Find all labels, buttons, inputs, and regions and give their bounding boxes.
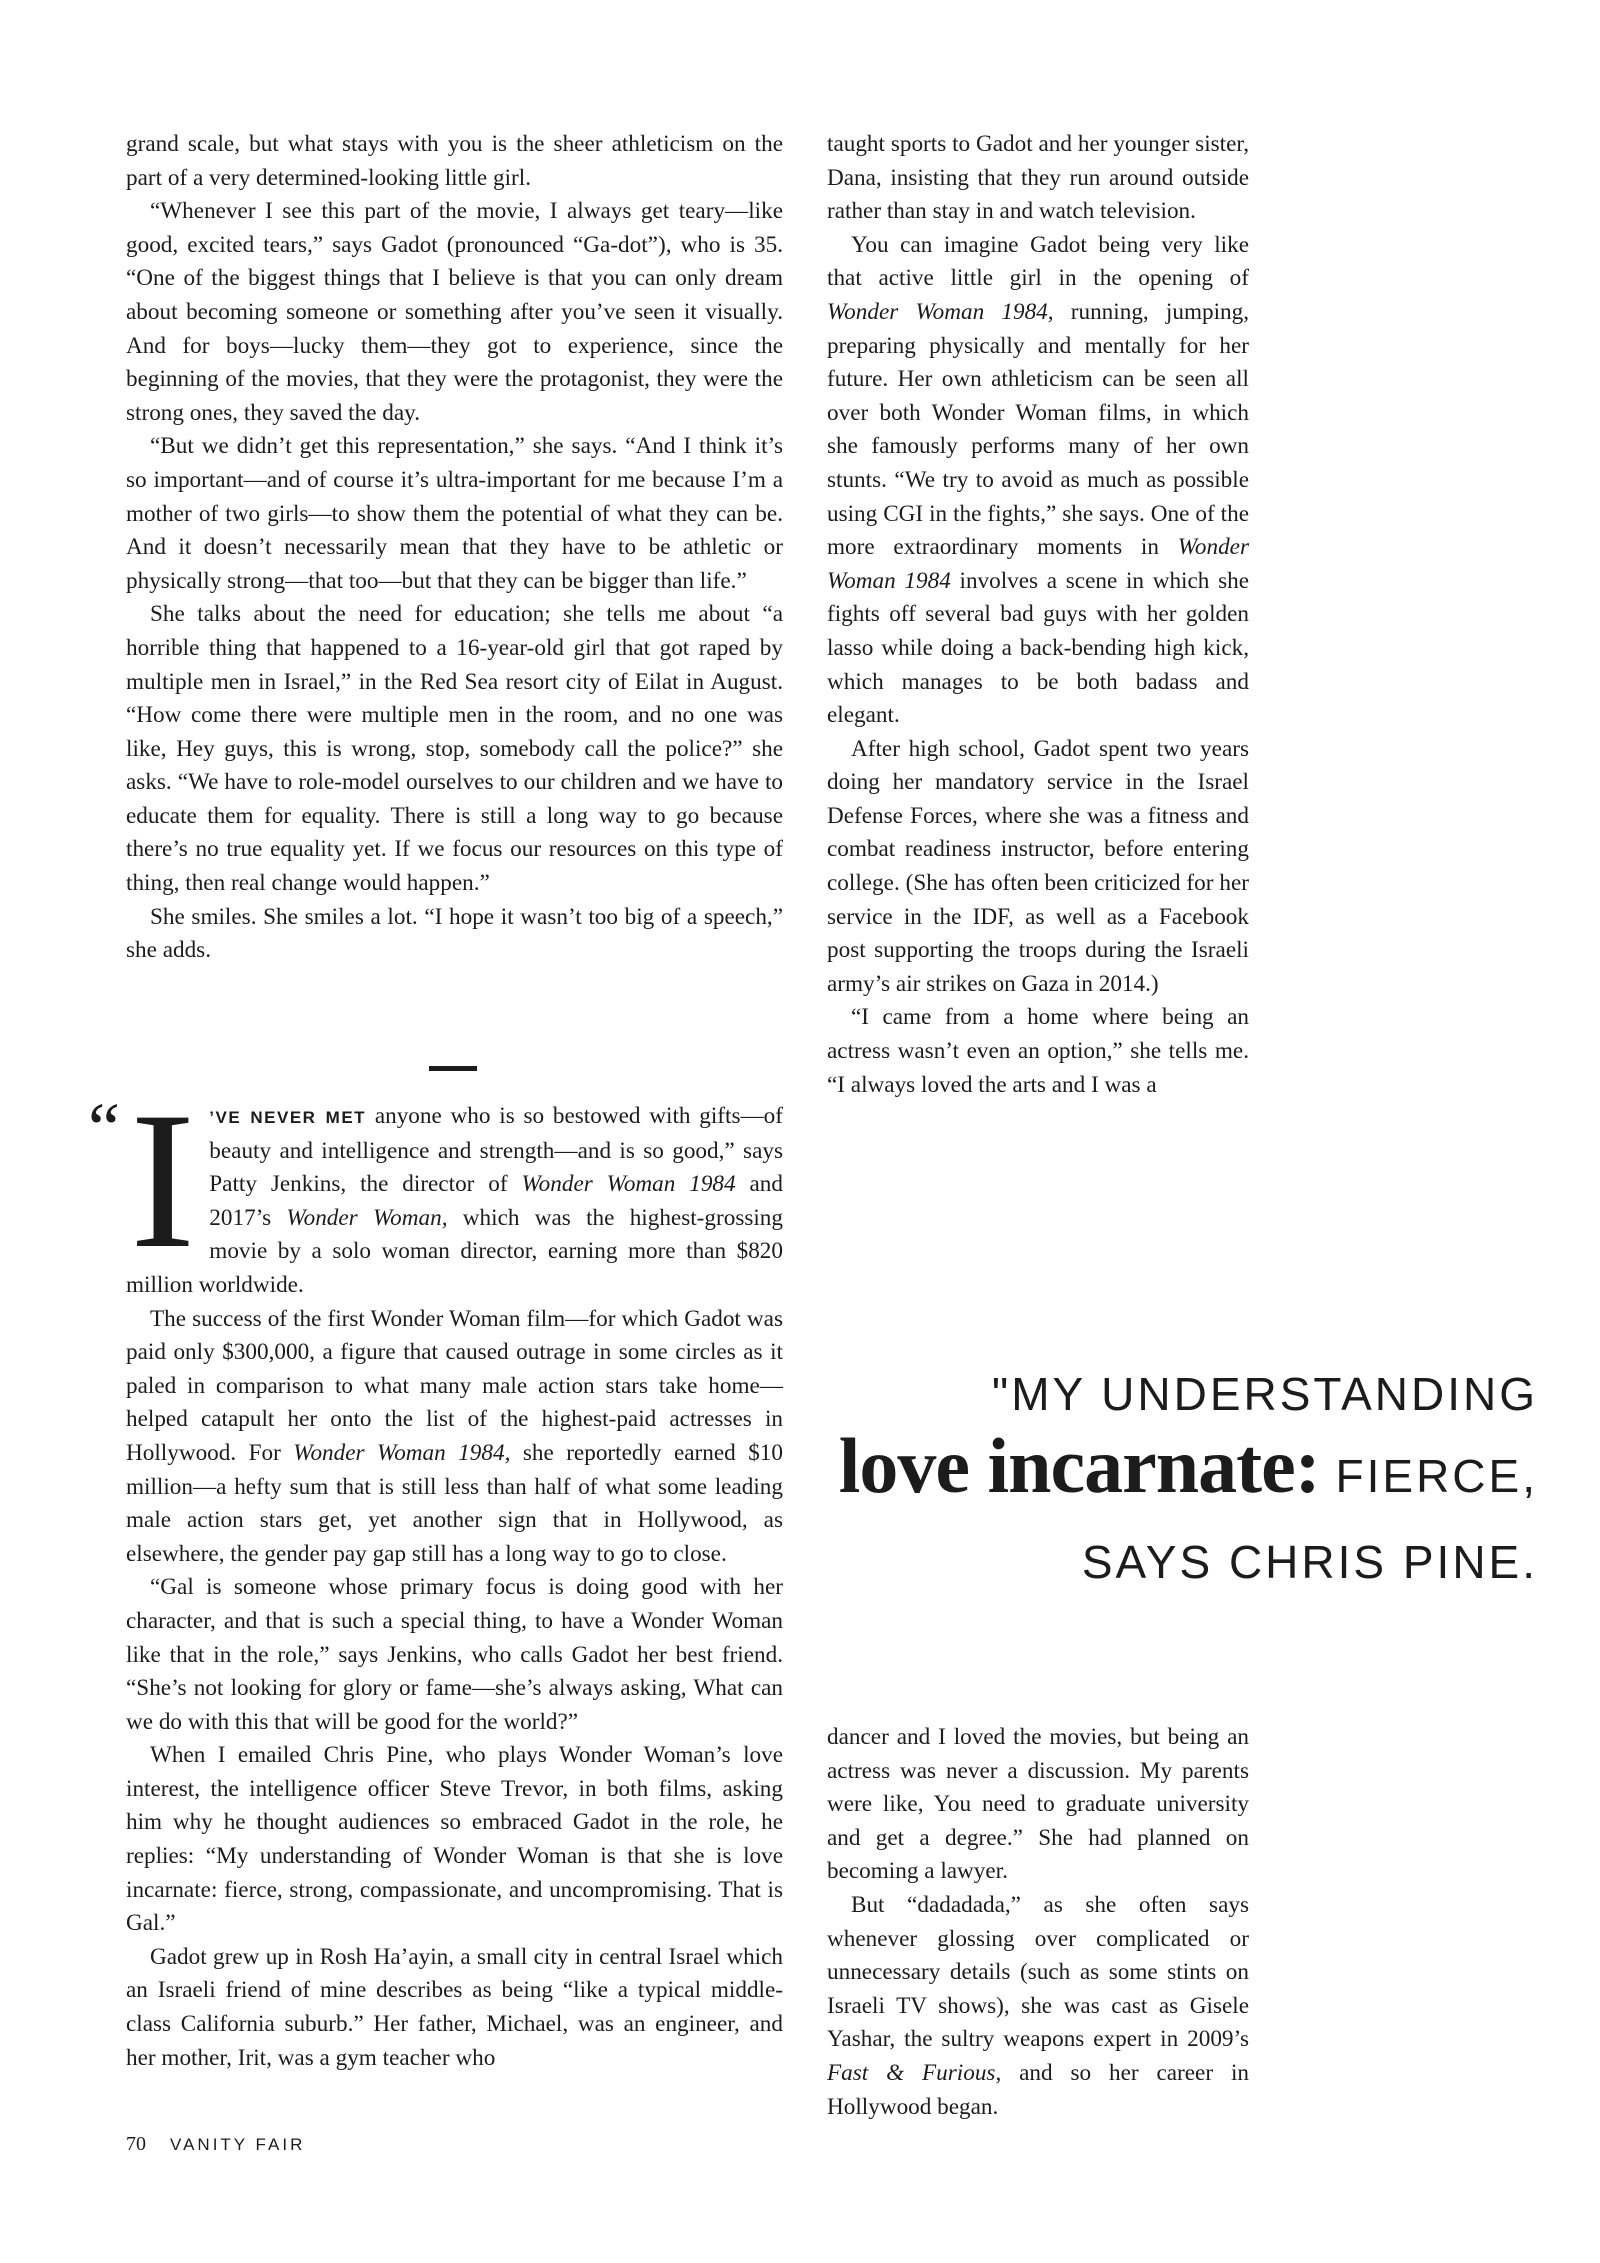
paragraph: “I came from a home where being an actress wasn’t even an option,” she tells me. “I always loved the arts and I was a bbox=[827, 1004, 1249, 1098]
text-run: You can imagine Gadot being very like that active little girl in the opening of bbox=[827, 231, 1249, 292]
text-run: But “dadadada,” as she often says whenever glossing over complicated or unnecessary details (such as some stints on Israeli TV shows), she was cast as Gisele Yashar, the sultry weapons expert in 2009’s bbox=[827, 1891, 1249, 2053]
text-run: she reportedly earned $10 million—a hefty sum that is still less than half of what some leading male action stars get, yet another sign that in Hollywood, as elsewhere, the gender pay gap still has a long way to go to close. bbox=[126, 1439, 783, 1567]
paragraph: She talks about the need for education; she tells me about “a horrible thing that happened to a 16-year-old girl that got raped by multiple men in Israel,” in the Red Sea resort city of Eilat in August. “How come there were multiple men in the room, and no one was like, Hey guys, this is wrong, stop, somebody call the police?” she asks. “We have to role-model ourselves to our children and we have to educate them for equality. There is still a long way to go because there’s no true equality yet. If we focus our resources on this type of thing, then real change would happen.” bbox=[126, 601, 783, 897]
page-footer bbox=[126, 2133, 305, 2156]
section-two bbox=[88, 1072, 783, 2075]
text-run: running, jumping, preparing physically and mentally for her future. Her own athleticism can be seen all over both Wonder Woman films, in which she famously performs many of her own stunts. “We try to avoid as much as possible using CGI in the fights,” she says. One of the more extraordinary moments in bbox=[827, 298, 1249, 561]
paragraph: Gadot grew up in Rosh Ha’ayin, a small city in central Israel which an Israeli friend of mine describes as being “like a typical middle-class California suburb.” Her father, Michael, was an engineer, and her mother, Irit, was a gym teacher who bbox=[126, 1943, 783, 2071]
pull-quote-line: "MY UNDERSTANDING bbox=[991, 1368, 1538, 1420]
film-title: Wonder Woman 1984 bbox=[827, 534, 1249, 594]
paragraph: taught sports to Gadot and her younger sister, Dana, insisting that they run around outside rather than stay in and watch television. bbox=[827, 131, 1249, 225]
magazine-name: VANITY FAIR bbox=[170, 2135, 306, 2154]
text-run: which was the highest-grossing movie by a solo woman director, earning more than $820 million worldwide. bbox=[126, 1204, 783, 1298]
paragraph: “But we didn’t get this representation,” she says. “And I think it’s so important—and of course it’s ultra-important for me because I’m a mother of two girls—to show them the potential of what they can be. And it doesn’t necessarily mean that they have to be athletic or physically strong—that too—but that they can be bigger than life.” bbox=[126, 433, 783, 594]
drop-cap: I bbox=[130, 1072, 196, 1289]
paragraph-with-dropcap bbox=[126, 1072, 783, 1303]
paragraph: “Whenever I see this part of the movie, I always get teary—like good, excited tears,” says Gadot (pronounced “Ga-dot”), who is 35. “One of the biggest things that I believe is that you can only dream about becoming someone or something after you’ve seen it visually. And for boys—lucky them—they got to experience, since the beginning of the movies, that they were the protagonist, they were the strong ones, they saved the day. bbox=[126, 198, 783, 426]
pull-quote-emphasis: love incarnate: bbox=[838, 1422, 1320, 1509]
pull-quote-line: SAYS CHRIS PINE. bbox=[1081, 1536, 1538, 1588]
pull-quote-text: FIERCE, bbox=[1319, 1450, 1538, 1502]
film-title: Wonder Woman 1984 bbox=[521, 1171, 736, 1198]
paragraph bbox=[827, 229, 1249, 733]
text-run: The success of the first Wonder Woman film—for which Gadot was paid only $300,000, a figure that caused outrage in some circles as it paled in comparison to what many male action stars take home—helped catapult her onto the list of the highest-paid actresses in Hollywood. For bbox=[126, 1305, 783, 1466]
paragraph: grand scale, but what stays with you is the sheer athleticism on the part of a very determined-looking little girl. bbox=[126, 131, 783, 191]
pull-quote bbox=[778, 1364, 1538, 1594]
film-title: Fast & Furious, bbox=[827, 2059, 1002, 2086]
paragraph: She smiles. She smiles a lot. “I hope it wasn’t too big of a speech,” she adds. bbox=[126, 903, 783, 964]
text-run: and 2017’s bbox=[209, 1171, 783, 1231]
paragraph: After high school, Gadot spent two years doing her mandatory service in the Israel Defense Forces, where she was a fitness and combat readiness instructor, before entering college. (She has often been criticized for her service in the IDF, as well as a Facebook post supporting the troops during the Israeli army’s air strikes on Gaza in 2014.) bbox=[827, 735, 1249, 997]
paragraph: When I emailed Chris Pine, who plays Wonder Woman’s love interest, the intelligence officer Steve Trevor, in both films, asking him why he thought audiences so embraced Gadot in the role, he replies: “My understanding of Wonder Woman is that she is love incarnate: fierce, strong, compassionate, and uncompromising. That is Gal.” bbox=[126, 1742, 783, 1937]
text-run: and so her career in Hollywood began. bbox=[827, 2059, 1249, 2120]
left-column bbox=[126, 128, 783, 968]
paragraph: “Gal is someone whose primary focus is doing good with her character, and that is such a special thing, to have a Wonder Woman like that in the role,” says Jenkins, who calls Gadot her best friend. “She’s not looking for glory or fame—she’s always asking, What can we do with this that will be good for the world?” bbox=[126, 1574, 783, 1735]
right-column-top bbox=[827, 128, 1249, 1102]
film-title: Wonder Woman 1984, bbox=[293, 1439, 511, 1466]
right-column-bottom bbox=[827, 1721, 1249, 2124]
paragraph bbox=[126, 1303, 783, 1572]
open-quote-mark: “ bbox=[88, 1088, 120, 1168]
lead-in: ’VE NEVER MET bbox=[209, 1108, 367, 1127]
text-run: anyone who is so bestowed with gifts—of beauty and intelligence and strength—and is so good,” says Patty Jenkins, the director of bbox=[209, 1103, 783, 1198]
page-number: 70 bbox=[126, 2133, 146, 2155]
film-title: Wonder Woman 1984, bbox=[827, 298, 1054, 325]
pull-quote-line bbox=[778, 1424, 1538, 1530]
text-run: involves a scene in which she fights off several bad guys with her golden lasso while doing a back-bending high kick, which manages to be both badass and elegant. bbox=[827, 567, 1249, 729]
paragraph bbox=[827, 1889, 1249, 2124]
section-divider bbox=[429, 1066, 477, 1071]
paragraph: dancer and I loved the movies, but being an actress was never a discussion. My parents were like, You need to graduate university and get a degree.” She had planned on becoming a lawyer. bbox=[827, 1724, 1249, 1885]
film-title: Wonder Woman, bbox=[286, 1204, 448, 1231]
